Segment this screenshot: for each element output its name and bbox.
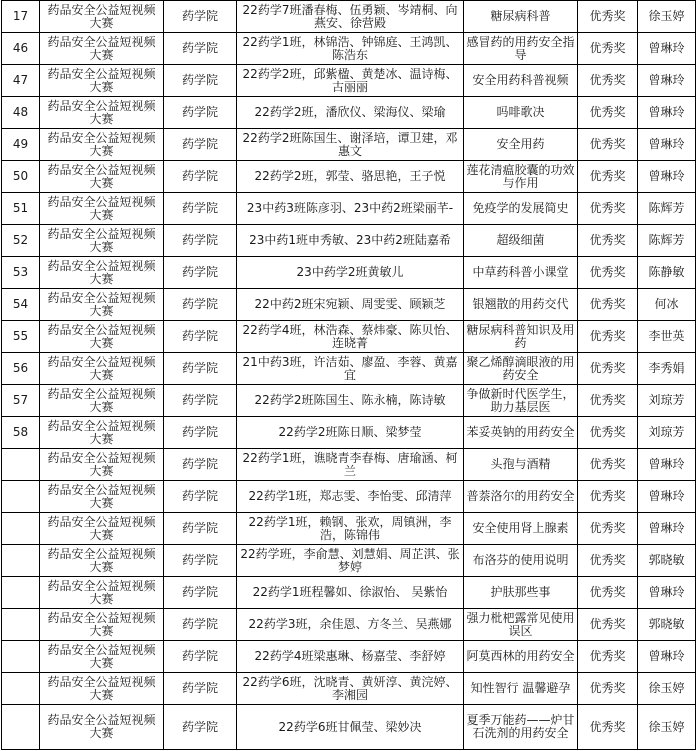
award-cell: 优秀奖 xyxy=(578,353,638,385)
row-number-cell: 17 xyxy=(2,1,40,33)
authors-cell: 22药学2班，郭莹、骆思艳，王子悦 xyxy=(237,161,464,193)
table-row xyxy=(2,65,696,97)
award-cell: 优秀奖 xyxy=(578,545,638,577)
tutor-cell: 曾琳玲 xyxy=(638,97,696,129)
award-cell: 优秀奖 xyxy=(578,33,638,65)
award-cell: 优秀奖 xyxy=(578,705,638,750)
category-cell: 药品安全公益短视频大赛 xyxy=(40,481,164,513)
tutor-cell: 何冰 xyxy=(638,289,696,321)
college-cell: 药学院 xyxy=(164,641,237,673)
tutor-cell: 郭晓敏 xyxy=(638,609,696,641)
authors-cell: 22药学2班，邱紫楹、黄楚冰、温诗梅、古丽丽 xyxy=(237,65,464,97)
category-cell: 药品安全公益短视频大赛 xyxy=(40,577,164,609)
table-row xyxy=(2,705,696,750)
tutor-cell: 曾琳玲 xyxy=(638,449,696,481)
authors-cell: 22药学6班，沈晓青、黄妍淳、黄浣婷、李湘园 xyxy=(237,673,464,705)
work-title-cell: 安全使用肾上腺素 xyxy=(464,513,578,545)
row-number-cell: 46 xyxy=(2,33,40,65)
row-number-cell xyxy=(2,513,40,545)
college-cell: 药学院 xyxy=(164,33,237,65)
tutor-cell: 刘琼芳 xyxy=(638,385,696,417)
category-cell: 药品安全公益短视频大赛 xyxy=(40,65,164,97)
category-cell: 药品安全公益短视频大赛 xyxy=(40,321,164,353)
category-cell: 药品安全公益短视频大赛 xyxy=(40,417,164,449)
table-row xyxy=(2,161,696,193)
college-cell: 药学院 xyxy=(164,449,237,481)
table-body xyxy=(2,1,696,750)
tutor-cell: 徐玉婷 xyxy=(638,673,696,705)
category-cell: 药品安全公益短视频大赛 xyxy=(40,449,164,481)
table-row xyxy=(2,129,696,161)
work-title-cell: 安全用药科普视频 xyxy=(464,65,578,97)
authors-cell: 22药学1班程馨如、徐淑怡、 吴紫怡 xyxy=(237,577,464,609)
award-cell: 优秀奖 xyxy=(578,193,638,225)
row-number-cell: 57 xyxy=(2,385,40,417)
college-cell: 药学院 xyxy=(164,705,237,750)
row-number-cell xyxy=(2,449,40,481)
authors-cell: 22中药2班宋宛颖、周雯雯、顾颖芝 xyxy=(237,289,464,321)
award-cell: 优秀奖 xyxy=(578,289,638,321)
authors-cell: 22药学3班，余佳恩、方冬兰、吴燕娜 xyxy=(237,609,464,641)
table-row xyxy=(2,577,696,609)
authors-cell: 22药学2班陈日顺、梁梦莹 xyxy=(237,417,464,449)
row-number-cell: 47 xyxy=(2,65,40,97)
table-row xyxy=(2,609,696,641)
row-number-cell xyxy=(2,577,40,609)
work-title-cell: 感冒药的用药安全指导 xyxy=(464,33,578,65)
authors-cell: 22药学6班甘佩莹、梁妙决 xyxy=(237,705,464,750)
category-cell: 药品安全公益短视频大赛 xyxy=(40,513,164,545)
award-cell: 优秀奖 xyxy=(578,225,638,257)
college-cell: 药学院 xyxy=(164,577,237,609)
work-title-cell: 布洛芬的使用说明 xyxy=(464,545,578,577)
category-cell: 药品安全公益短视频大赛 xyxy=(40,289,164,321)
college-cell: 药学院 xyxy=(164,225,237,257)
college-cell: 药学院 xyxy=(164,385,237,417)
table-row xyxy=(2,225,696,257)
college-cell: 药学院 xyxy=(164,161,237,193)
award-cell: 优秀奖 xyxy=(578,609,638,641)
tutor-cell: 曾琳玲 xyxy=(638,161,696,193)
work-title-cell: 莲花清瘟胶囊的功效与作用 xyxy=(464,161,578,193)
table-row xyxy=(2,545,696,577)
category-cell: 药品安全公益短视频大赛 xyxy=(40,161,164,193)
award-cell: 优秀奖 xyxy=(578,97,638,129)
authors-cell: 22药学4班梁惠琳、杨嘉莹、李舒婷 xyxy=(237,641,464,673)
work-title-cell: 糖尿病科普 xyxy=(464,1,578,33)
table-row xyxy=(2,385,696,417)
row-number-cell xyxy=(2,545,40,577)
table-row xyxy=(2,1,696,33)
category-cell: 药品安全公益短视频大赛 xyxy=(40,97,164,129)
tutor-cell: 刘琼芳 xyxy=(638,417,696,449)
tutor-cell: 陈静敏 xyxy=(638,257,696,289)
tutor-cell: 曾琳玲 xyxy=(638,513,696,545)
category-cell: 药品安全公益短视频大赛 xyxy=(40,1,164,33)
award-cell: 优秀奖 xyxy=(578,65,638,97)
tutor-cell: 曾琳玲 xyxy=(638,33,696,65)
table-row xyxy=(2,321,696,353)
college-cell: 药学院 xyxy=(164,609,237,641)
college-cell: 药学院 xyxy=(164,673,237,705)
category-cell: 药品安全公益短视频大赛 xyxy=(40,33,164,65)
authors-cell: 22药学4班，林浩森、蔡炜豪、陈贝怡、连晓菁 xyxy=(237,321,464,353)
award-cell: 优秀奖 xyxy=(578,257,638,289)
row-number-cell: 49 xyxy=(2,129,40,161)
category-cell: 药品安全公益短视频大赛 xyxy=(40,673,164,705)
authors-cell: 22药学2班陈国生、谢泽培，谭卫建，邓惠文 xyxy=(237,129,464,161)
college-cell: 药学院 xyxy=(164,193,237,225)
category-cell: 药品安全公益短视频大赛 xyxy=(40,705,164,750)
authors-cell: 22药学1班，赖钢、张欢，周镇洲，李浩，陈锦伟 xyxy=(237,513,464,545)
tutor-cell: 徐玉婷 xyxy=(638,705,696,750)
work-title-cell: 糖尿病科普知识及用药 xyxy=(464,321,578,353)
tutor-cell: 李秀娟 xyxy=(638,353,696,385)
tutor-cell: 曾琳玲 xyxy=(638,481,696,513)
award-cell: 优秀奖 xyxy=(578,673,638,705)
category-cell: 药品安全公益短视频大赛 xyxy=(40,225,164,257)
table-row xyxy=(2,641,696,673)
row-number-cell: 48 xyxy=(2,97,40,129)
row-number-cell xyxy=(2,641,40,673)
authors-cell: 21中药3班，许洁茹、廖盈、李蓉、黄嘉宜 xyxy=(237,353,464,385)
tutor-cell: 曾琳玲 xyxy=(638,129,696,161)
authors-cell: 22药学2班陈国生、陈永楠，陈诗敏 xyxy=(237,385,464,417)
row-number-cell: 52 xyxy=(2,225,40,257)
table-row xyxy=(2,97,696,129)
college-cell: 药学院 xyxy=(164,1,237,33)
work-title-cell: 争做新时代医学生，助力基层医 xyxy=(464,385,578,417)
category-cell: 药品安全公益短视频大赛 xyxy=(40,257,164,289)
row-number-cell xyxy=(2,705,40,750)
authors-cell: 22药学7班潘春梅、伍勇颖、岑靖桐、向燕安、徐营殿 xyxy=(237,1,464,33)
category-cell: 药品安全公益短视频大赛 xyxy=(40,545,164,577)
award-cell: 优秀奖 xyxy=(578,161,638,193)
college-cell: 药学院 xyxy=(164,289,237,321)
tutor-cell: 曾琳玲 xyxy=(638,577,696,609)
award-cell: 优秀奖 xyxy=(578,481,638,513)
college-cell: 药学院 xyxy=(164,97,237,129)
tutor-cell: 曾琳玲 xyxy=(638,65,696,97)
row-number-cell xyxy=(2,673,40,705)
award-cell: 优秀奖 xyxy=(578,641,638,673)
authors-cell: 22药学2班，潘欣仪、梁海仪、梁瑜 xyxy=(237,97,464,129)
college-cell: 药学院 xyxy=(164,353,237,385)
tutor-cell: 郭晓敏 xyxy=(638,545,696,577)
row-number-cell: 56 xyxy=(2,353,40,385)
college-cell: 药学院 xyxy=(164,321,237,353)
table-row xyxy=(2,33,696,65)
row-number-cell xyxy=(2,609,40,641)
table-row xyxy=(2,417,696,449)
work-title-cell: 吗啡歌决 xyxy=(464,97,578,129)
table-row xyxy=(2,449,696,481)
award-cell: 优秀奖 xyxy=(578,577,638,609)
work-title-cell: 夏季万能药——炉甘石洗剂的用药安全 xyxy=(464,705,578,750)
row-number-cell: 50 xyxy=(2,161,40,193)
row-number-cell: 53 xyxy=(2,257,40,289)
work-title-cell: 知性智行 温馨避孕 xyxy=(464,673,578,705)
tutor-cell: 曾琳玲 xyxy=(638,641,696,673)
work-title-cell: 中草药科普小课堂 xyxy=(464,257,578,289)
category-cell: 药品安全公益短视频大赛 xyxy=(40,385,164,417)
work-title-cell: 苯妥英钠的用药安全 xyxy=(464,417,578,449)
award-cell: 优秀奖 xyxy=(578,449,638,481)
row-number-cell: 51 xyxy=(2,193,40,225)
table-row xyxy=(2,353,696,385)
award-cell: 优秀奖 xyxy=(578,321,638,353)
college-cell: 药学院 xyxy=(164,481,237,513)
row-number-cell: 58 xyxy=(2,417,40,449)
college-cell: 药学院 xyxy=(164,129,237,161)
tutor-cell: 陈辉芳 xyxy=(638,193,696,225)
row-number-cell: 54 xyxy=(2,289,40,321)
award-cell: 优秀奖 xyxy=(578,129,638,161)
authors-cell: 23中药学2班黄敏儿 xyxy=(237,257,464,289)
authors-cell: 23中药3班陈彦羽、23中药2班梁丽芊- xyxy=(237,193,464,225)
table-row xyxy=(2,481,696,513)
authors-cell: 22药学1班，林锦浩、钟锦庭、王鸿凯、陈浩东 xyxy=(237,33,464,65)
award-cell: 优秀奖 xyxy=(578,417,638,449)
table-row xyxy=(2,193,696,225)
award-cell: 优秀奖 xyxy=(578,385,638,417)
tutor-cell: 陈辉芳 xyxy=(638,225,696,257)
work-title-cell: 普萘洛尔的用药安全 xyxy=(464,481,578,513)
college-cell: 药学院 xyxy=(164,65,237,97)
row-number-cell xyxy=(2,481,40,513)
college-cell: 药学院 xyxy=(164,513,237,545)
authors-cell: 22药学1班，郑志雯、李怡雯、邱清萍 xyxy=(237,481,464,513)
table-row xyxy=(2,513,696,545)
work-title-cell: 超级细菌 xyxy=(464,225,578,257)
category-cell: 药品安全公益短视频大赛 xyxy=(40,641,164,673)
work-title-cell: 安全用药 xyxy=(464,129,578,161)
award-table xyxy=(1,0,696,750)
table-row xyxy=(2,673,696,705)
row-number-cell: 55 xyxy=(2,321,40,353)
category-cell: 药品安全公益短视频大赛 xyxy=(40,609,164,641)
work-title-cell: 头孢与酒精 xyxy=(464,449,578,481)
college-cell: 药学院 xyxy=(164,257,237,289)
work-title-cell: 银翘散的用药交代 xyxy=(464,289,578,321)
table-row xyxy=(2,257,696,289)
work-title-cell: 聚乙烯醇滴眼液的用药安全 xyxy=(464,353,578,385)
category-cell: 药品安全公益短视频大赛 xyxy=(40,129,164,161)
authors-cell: 23中药1班申秀敏、23中药2班陆嘉希 xyxy=(237,225,464,257)
college-cell: 药学院 xyxy=(164,545,237,577)
category-cell: 药品安全公益短视频大赛 xyxy=(40,353,164,385)
work-title-cell: 强力枇杷露常见使用误区 xyxy=(464,609,578,641)
college-cell: 药学院 xyxy=(164,417,237,449)
work-title-cell: 免疫学的发展简史 xyxy=(464,193,578,225)
table-row xyxy=(2,289,696,321)
work-title-cell: 阿莫西林的用药安全 xyxy=(464,641,578,673)
category-cell: 药品安全公益短视频大赛 xyxy=(40,193,164,225)
award-cell: 优秀奖 xyxy=(578,513,638,545)
tutor-cell: 徐玉婷 xyxy=(638,1,696,33)
award-cell: 优秀奖 xyxy=(578,1,638,33)
work-title-cell: 护肤那些事 xyxy=(464,577,578,609)
authors-cell: 22药学1班，谯晓青李春梅、唐瑜涵、柯兰 xyxy=(237,449,464,481)
authors-cell: 22药学班，李俞慧、刘慧娟、周芷淇、张梦婷 xyxy=(237,545,464,577)
tutor-cell: 李世英 xyxy=(638,321,696,353)
